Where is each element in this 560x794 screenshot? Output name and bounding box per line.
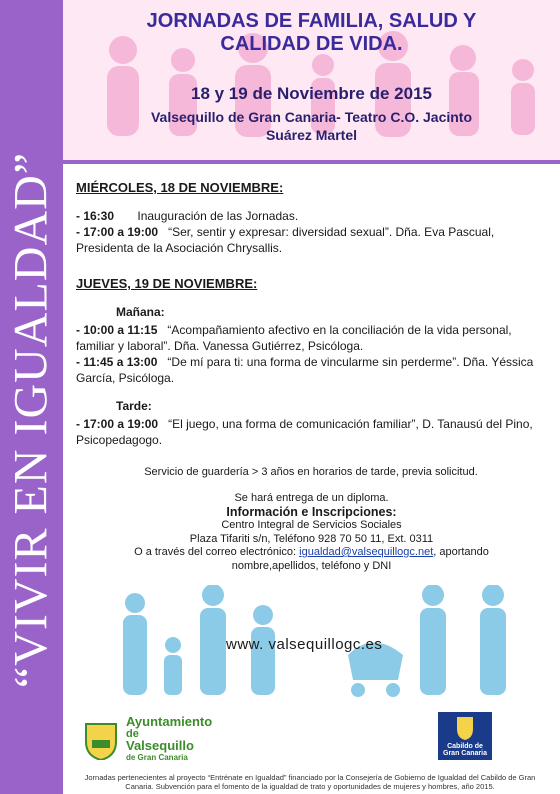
item-text: Inauguración de las Jornadas.	[137, 209, 299, 223]
event-title-line-2: CALIDAD DE VIDA.	[220, 33, 403, 55]
vertical-title: “VIVIR EN IGUALDAD”	[4, 151, 58, 689]
day2-afternoon-item-1	[76, 416, 546, 448]
logo-line-4: de Gran Canaria	[126, 753, 188, 762]
day2-morning-item-1	[76, 322, 546, 354]
diploma-note: Se hará entrega de un diploma.	[234, 492, 389, 504]
event-venue-line-2: Suárez Martel	[265, 127, 358, 143]
ayuntamiento-logo	[82, 716, 212, 764]
item-text: “De mí para ti: una forma de vincularme sin perderme”. Dña. Yéssica García, Psicóloga.	[76, 355, 534, 385]
info-block	[63, 492, 560, 573]
address: Plaza Tifariti s/n, Teléfono 928 70 50 11, Ext. 0311	[189, 532, 434, 545]
item-text: “Acompañamiento afectivo en la conciliación de la vida personal, familiar y laboral”. Dña. Vanessa Gutiérrez, Psicóloga.	[76, 323, 512, 353]
item-time: - 17:00 a 19:00	[76, 417, 159, 431]
event-date: 18 y 19 de Noviembre de 2015	[191, 84, 432, 103]
event-title-line-1: JORNADAS DE FAMILIA, SALUD Y	[146, 10, 477, 32]
childcare-note: Servicio de guardería > 3 años en horarios de tarde, previa solicitud.	[144, 466, 478, 478]
center-name: Centro Integral de Servicios Sociales	[221, 519, 402, 531]
email-link[interactable]: igualdad@valsequillogc.net	[299, 546, 434, 558]
website-link[interactable]: www. valsequillogc.es	[226, 636, 383, 653]
cabildo-logo	[438, 712, 492, 760]
logo-line-1: Ayuntamiento	[126, 714, 213, 729]
item-time: - 17:00 a 19:00	[76, 225, 159, 239]
crest-icon	[82, 720, 120, 760]
cabildo-line-2: Gran Canaria	[443, 750, 487, 757]
item-text: “Ser, sentir y expresar: diversidad sexual”. Dña. Eva Pascual, Presidenta de la Asociación Chrysallis.	[76, 225, 495, 255]
email-line-2: nombre,apellidos, teléfono y DNI	[231, 559, 392, 572]
email-line	[63, 546, 560, 560]
item-time: - 11:45 a 13:00	[76, 355, 158, 369]
logo-line-2: de	[126, 728, 139, 740]
item-text: “El juego, una forma de comunicación familiar”, D. Tanausú del Pino, Psicopedagogo.	[76, 417, 533, 447]
header-banner	[63, 0, 560, 164]
day2-morning-item-2	[76, 354, 546, 386]
day1-item-2	[76, 224, 546, 256]
logo-line-3: Valsequillo	[126, 738, 194, 753]
cabildo-line-1: Cabildo de	[447, 743, 483, 750]
sidebar-band	[0, 0, 63, 794]
day2-heading: JUEVES, 19 DE NOVIEMBRE:	[76, 276, 258, 291]
item-time: - 16:30	[76, 209, 115, 223]
morning-label: Mañana:	[116, 305, 165, 319]
item-time: - 10:00 a 11:15	[76, 323, 158, 337]
day1-item-1	[76, 208, 546, 224]
email-suffix: , aportando	[433, 546, 489, 558]
funding-note: Jornadas pertenecientes al proyecto “Entrénate en Igualdad” financiado por la Consejería de Gobierno de Igualdad del Cabildo de Gran Canaria. Subvención para el fomento de la igualdad de trato y oportunidades de mujeres y hombres, año 2015.	[84, 773, 536, 791]
day1-heading: MIÉRCOLES, 18 DE NOVIEMBRE:	[76, 180, 284, 195]
program-content	[76, 174, 546, 491]
event-venue-line-1: Valsequillo de Gran Canaria- Teatro C.O. Jacinto	[150, 109, 473, 125]
cabildo-shield-icon	[455, 715, 475, 741]
email-prefix: O a través del correo electrónico:	[134, 546, 300, 558]
info-heading: Información e Inscripciones:	[226, 504, 397, 519]
afternoon-label: Tarde:	[116, 399, 152, 413]
